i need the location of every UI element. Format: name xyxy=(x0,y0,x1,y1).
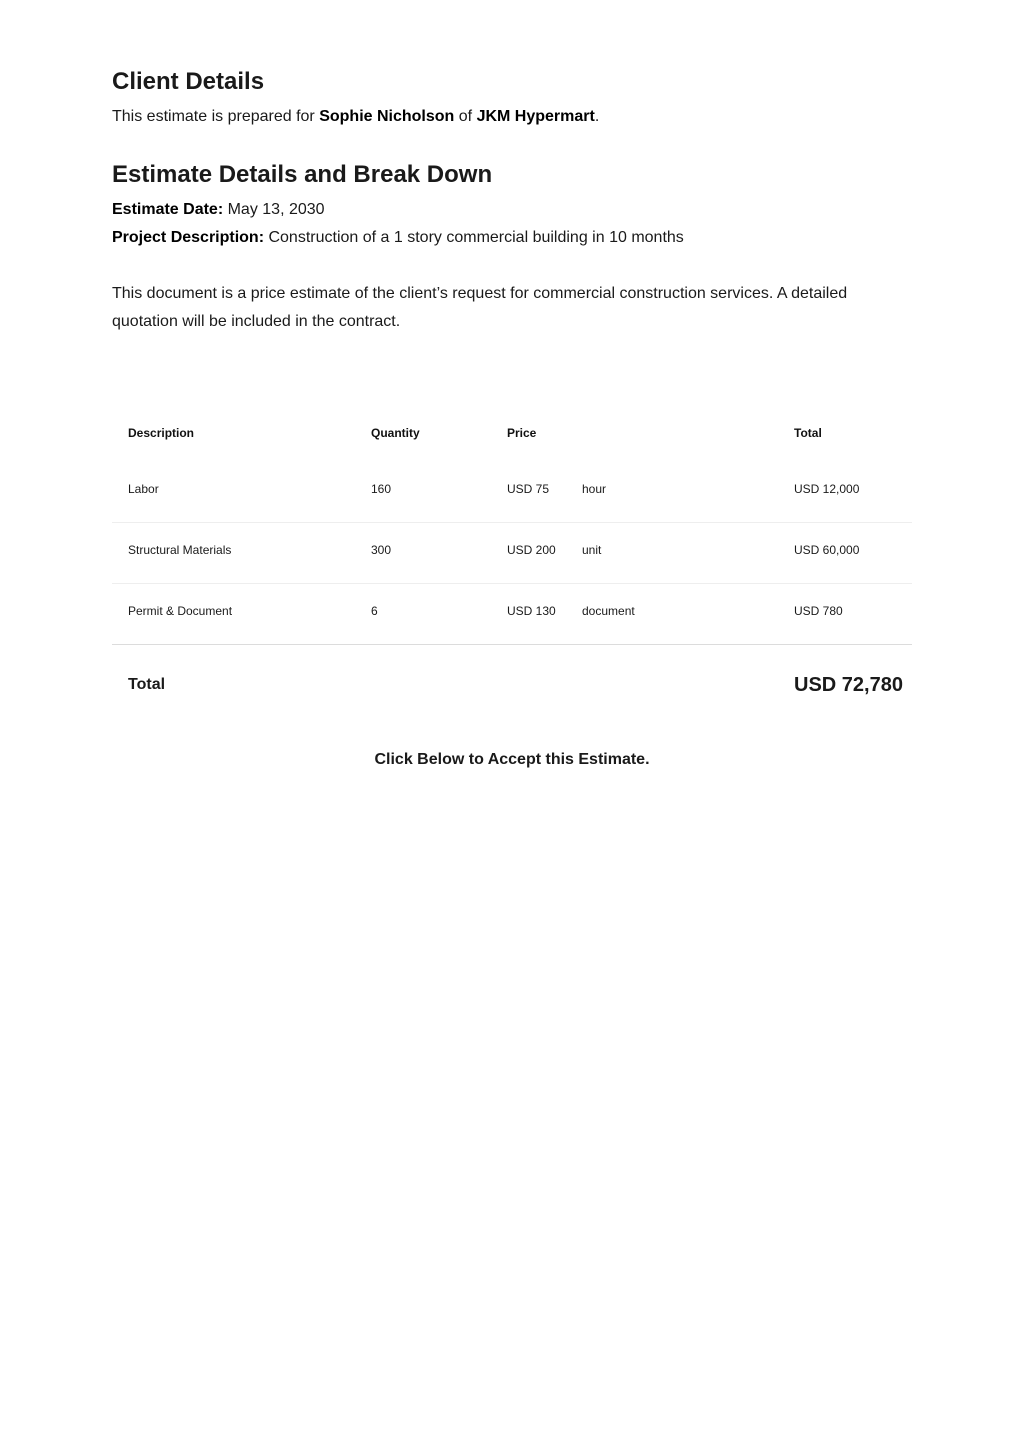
project-description-line xyxy=(112,227,684,249)
intro-paragraph: This document is a price estimate of the client’s request for commercial construction services. A detailed quotation will be included in the contract. xyxy=(112,285,848,330)
estimate-details-heading: Estimate Details and Break Down xyxy=(112,161,493,188)
project-description-value: Construction of a 1 story commercial building in 10 months xyxy=(264,229,684,246)
client-details-heading: Client Details xyxy=(112,68,265,95)
row-unit: document xyxy=(582,604,635,618)
total-label: Total xyxy=(128,676,166,693)
of-text: of xyxy=(454,108,477,125)
row-unit: hour xyxy=(582,482,607,496)
estimate-date-value: May 13, 2030 xyxy=(223,201,325,218)
row-total: USD 780 xyxy=(794,604,843,618)
header-quantity: Quantity xyxy=(371,426,420,440)
client-name: Sophie Nicholson xyxy=(319,108,455,125)
row-unit: unit xyxy=(582,543,602,557)
row-divider xyxy=(112,522,912,523)
estimate-date-label: Estimate Date: xyxy=(112,201,224,218)
company-name: JKM Hypermart xyxy=(476,108,595,125)
header-description: Description xyxy=(128,426,195,440)
estimate-date-line xyxy=(112,199,325,221)
row-total: USD 12,000 xyxy=(794,482,860,496)
row-price: USD 75 xyxy=(507,482,550,496)
row-quantity: 160 xyxy=(371,482,392,496)
row-divider xyxy=(112,583,912,584)
accept-estimate-prompt: Click Below to Accept this Estimate. xyxy=(374,751,650,768)
header-total: Total xyxy=(794,426,822,440)
project-description-label: Project Description: xyxy=(112,229,265,246)
period: . xyxy=(594,108,600,125)
row-price: USD 130 xyxy=(507,604,556,618)
row-description: Labor xyxy=(128,482,159,496)
row-total: USD 60,000 xyxy=(794,543,860,557)
row-description: Structural Materials xyxy=(128,543,232,557)
prepared-prefix: This estimate is prepared for xyxy=(112,108,320,125)
row-description: Permit & Document xyxy=(128,604,233,618)
row-price: USD 200 xyxy=(507,543,556,557)
total-value: USD 72,780 xyxy=(794,674,903,696)
row-quantity: 6 xyxy=(371,604,378,618)
header-price: Price xyxy=(507,426,537,440)
total-divider xyxy=(112,644,912,645)
row-quantity: 300 xyxy=(371,543,392,557)
prepared-for-line xyxy=(112,106,599,128)
